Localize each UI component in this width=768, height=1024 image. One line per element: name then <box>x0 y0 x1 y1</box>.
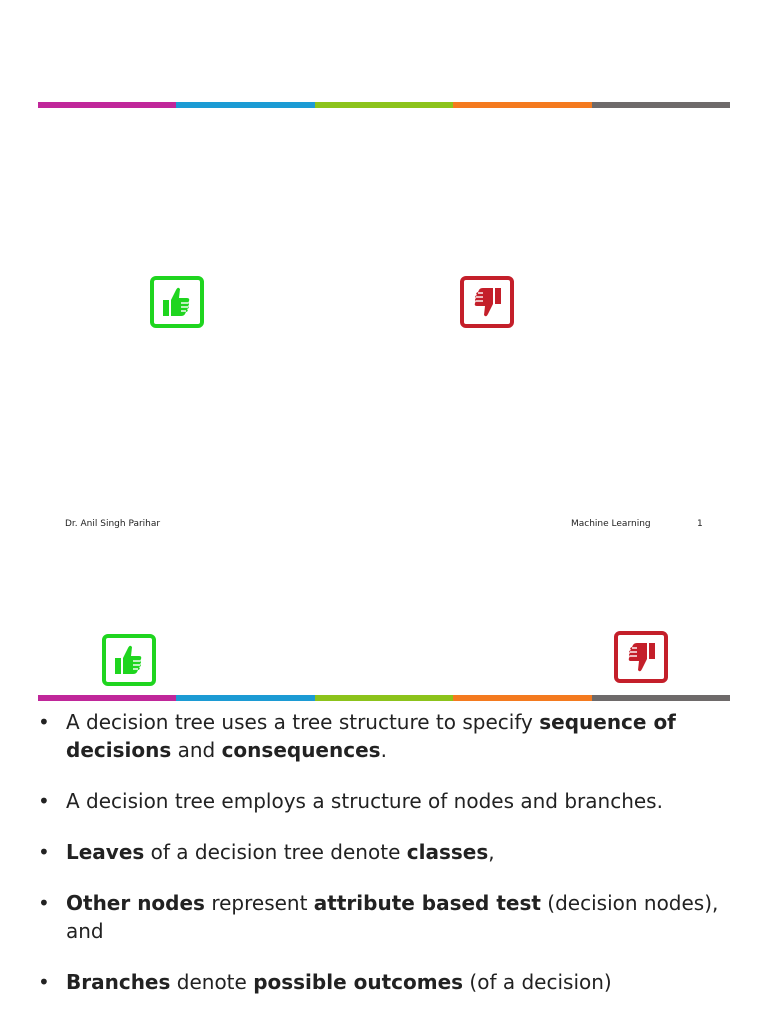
thumbs-up-icon <box>102 634 156 686</box>
bottom-color-stripe <box>38 695 730 701</box>
stripe-segment-green <box>315 102 453 108</box>
thumbs-down-glyph <box>464 280 510 324</box>
stripe-segment-blue <box>176 695 314 701</box>
bullet-item <box>36 889 736 945</box>
bullet-text: denote <box>170 970 254 994</box>
bullet-text-bold: Other nodes <box>66 891 205 915</box>
bullet-text: and <box>171 738 222 762</box>
bullet-text: . <box>380 738 387 762</box>
bullet-text-bold: Leaves <box>66 840 145 864</box>
bullet-list <box>36 708 736 1019</box>
stripe-segment-green <box>315 695 453 701</box>
bullet-item <box>36 968 736 996</box>
bullet-text: A decision tree uses a tree structure to specify <box>66 710 540 734</box>
bullet-text-bold: possible outcomes <box>253 970 464 994</box>
stripe-segment-gray <box>592 102 730 108</box>
bullet-text: A decision tree employs a structure of nodes and branches. <box>66 789 663 813</box>
thumbs-down-icon <box>460 276 514 328</box>
bullet-item <box>36 787 736 815</box>
thumbs-down-icon <box>614 631 668 683</box>
thumbs-up-glyph <box>106 638 152 682</box>
bullet-text: represent <box>204 891 314 915</box>
bullet-item <box>36 708 736 764</box>
stripe-segment-magenta <box>38 695 176 701</box>
bullet-item <box>36 838 736 866</box>
footer-author: Dr. Anil Singh Parihar <box>65 519 161 529</box>
footer-course: Machine Learning <box>571 519 651 529</box>
thumbs-up-glyph <box>154 280 200 324</box>
bullet-text: of a decision tree denote <box>144 840 407 864</box>
bullet-text: (decision nodes), and <box>66 891 719 943</box>
top-color-stripe <box>38 102 730 108</box>
bullet-text-bold: classes <box>406 840 489 864</box>
bullet-text-bold: sequence of decisions <box>66 710 676 762</box>
stripe-segment-gray <box>592 695 730 701</box>
bullet-text: , <box>488 840 495 864</box>
stripe-segment-orange <box>453 102 591 108</box>
bullet-text-bold: attribute based test <box>313 891 541 915</box>
stripe-segment-magenta <box>38 102 176 108</box>
thumbs-up-icon <box>150 276 204 328</box>
stripe-segment-blue <box>176 102 314 108</box>
footer-page-number: 1 <box>697 519 703 529</box>
bullet-text: (of a decision) <box>463 970 612 994</box>
bullet-text-bold: Branches <box>66 970 171 994</box>
stripe-segment-orange <box>453 695 591 701</box>
thumbs-down-glyph <box>618 635 664 679</box>
bullet-text-bold: consequences <box>221 738 381 762</box>
